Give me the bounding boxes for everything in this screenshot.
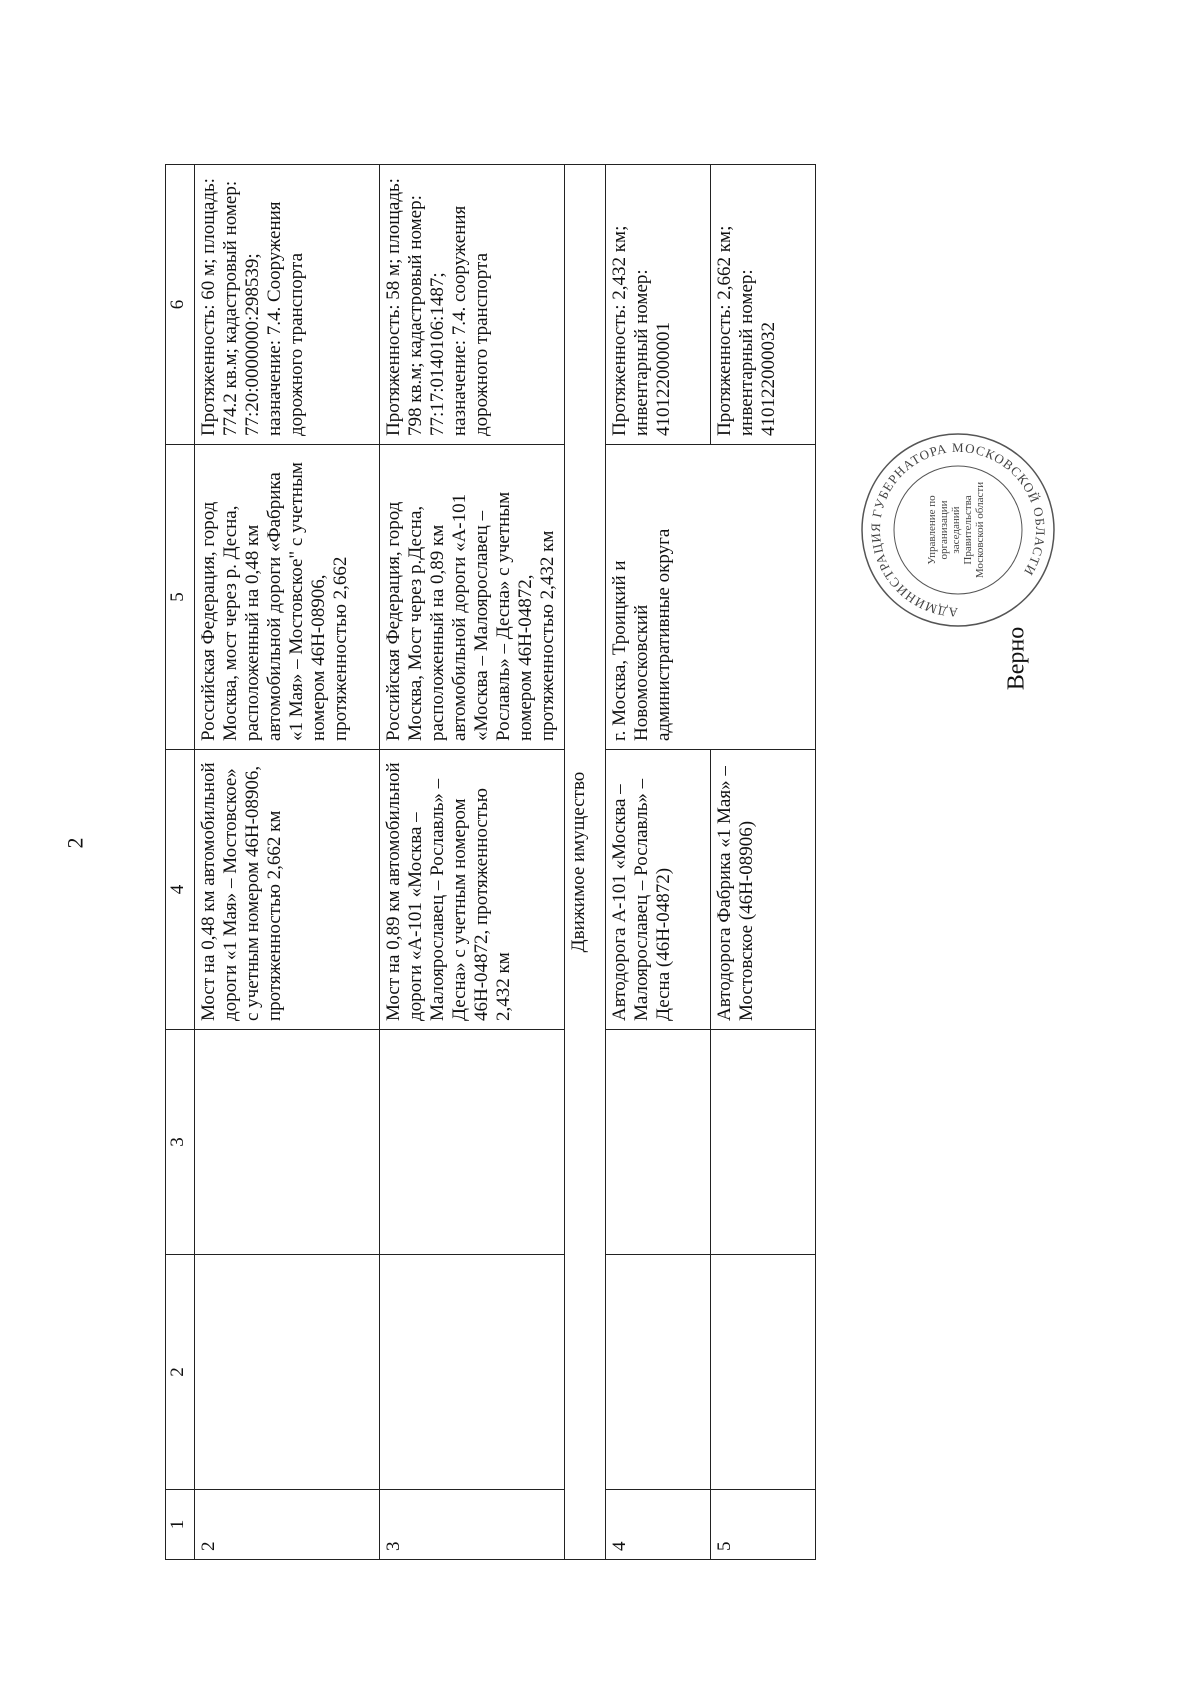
section-row: [565, 165, 606, 1560]
row-number: 5: [711, 1490, 816, 1560]
characteristics-cell: Протяженность: 58 м; площадь: 798 кв.м; кадастровый номер: 77:17:0140106:1487; назначение: 7.4. сооружения дорожного транспорта: [380, 165, 565, 445]
property-register-table: [165, 164, 816, 1560]
table-cell: [606, 1255, 711, 1490]
characteristics-cell: Протяженность: 2,432 км; инвентарный номер: 410122000001: [606, 165, 711, 445]
header-cell: 6: [166, 165, 195, 445]
row-number: 4: [606, 1490, 711, 1560]
object-name-cell: Мост на 0,89 км автомобильной дороги «А-101 «Москва – Малоярославец – Рославль» –Десна» с учетным номером 46Н-04872, протяженностью 2,432 км: [380, 750, 565, 1030]
object-name-cell: Автодорога А-101 «Москва – Малоярославец – Рославль» – Десна (46Н-04872): [606, 750, 711, 1030]
table-cell: [195, 1255, 380, 1490]
header-cell: 1: [166, 1490, 195, 1560]
table-cell: [711, 1030, 816, 1255]
header-cell: 5: [166, 445, 195, 750]
table-header-row: [166, 165, 195, 1560]
characteristics-cell: Протяженность: 2,662 км; инвентарный номер: 410122000032: [711, 165, 816, 445]
document-table-frame: [165, 165, 1200, 1560]
header-cell: 3: [166, 1030, 195, 1255]
address-cell: г. Москва, Троицкий и Новомосковский административные округа: [606, 445, 816, 750]
official-seal: [858, 430, 1058, 630]
table-row: [195, 165, 380, 1560]
header-cell: 4: [166, 750, 195, 1030]
certification-mark: Верно: [1003, 626, 1030, 691]
table-row: [606, 165, 711, 1560]
table-cell: [380, 1255, 565, 1490]
seal-ring-text: АДМИНИСТРАЦИЯ ГУБЕРНАТОРА МОСКОВСКОЙ ОБЛАСТИ: [867, 439, 1049, 621]
table-row: [380, 165, 565, 1560]
section-title: Движимое имущество: [565, 165, 606, 1560]
page-number: 2: [62, 837, 88, 849]
row-number: 3: [380, 1490, 565, 1560]
row-number: 2: [195, 1490, 380, 1560]
seal-center-text: Управление по организации заседаний Правительства Московской области: [926, 481, 986, 579]
object-name-cell: Мост на 0,48 км автомобильной дороги «1 Мая» – Мостовское» с учетным номером 46Н-08906, протяженностью 2,662 км: [195, 750, 380, 1030]
address-cell: Российская Федерация, город Москва, Мост через р.Десна, расположенный на 0,89 км автомобильной дороги «А-101 «Москва – Малоярославец – Рославль» – Десна» с учетным номером 46Н-04872, протяженностью 2,432 км: [380, 445, 565, 750]
table-cell: [195, 1030, 380, 1255]
address-cell: Российская Федерация, город Москва, мост через р. Десна, расположенный на 0,48 км автомобильной дороги «Фабрика «1 Мая» – Мостовское" с учетным номером 46Н-08906, протяженностью 2,662: [195, 445, 380, 750]
table-cell: [606, 1030, 711, 1255]
table-cell: [711, 1255, 816, 1490]
table-row: [711, 165, 816, 1560]
table-cell: [380, 1030, 565, 1255]
characteristics-cell: Протяженность: 60 м; площадь: 774.2 кв.м; кадастровый номер: 77:20:0000000:298539; назначение: 7.4. Сооружения дорожного транспорта: [195, 165, 380, 445]
object-name-cell: Автодорога Фабрика «1 Мая» – Мостовское (46Н-08906): [711, 750, 816, 1030]
header-cell: 2: [166, 1255, 195, 1490]
